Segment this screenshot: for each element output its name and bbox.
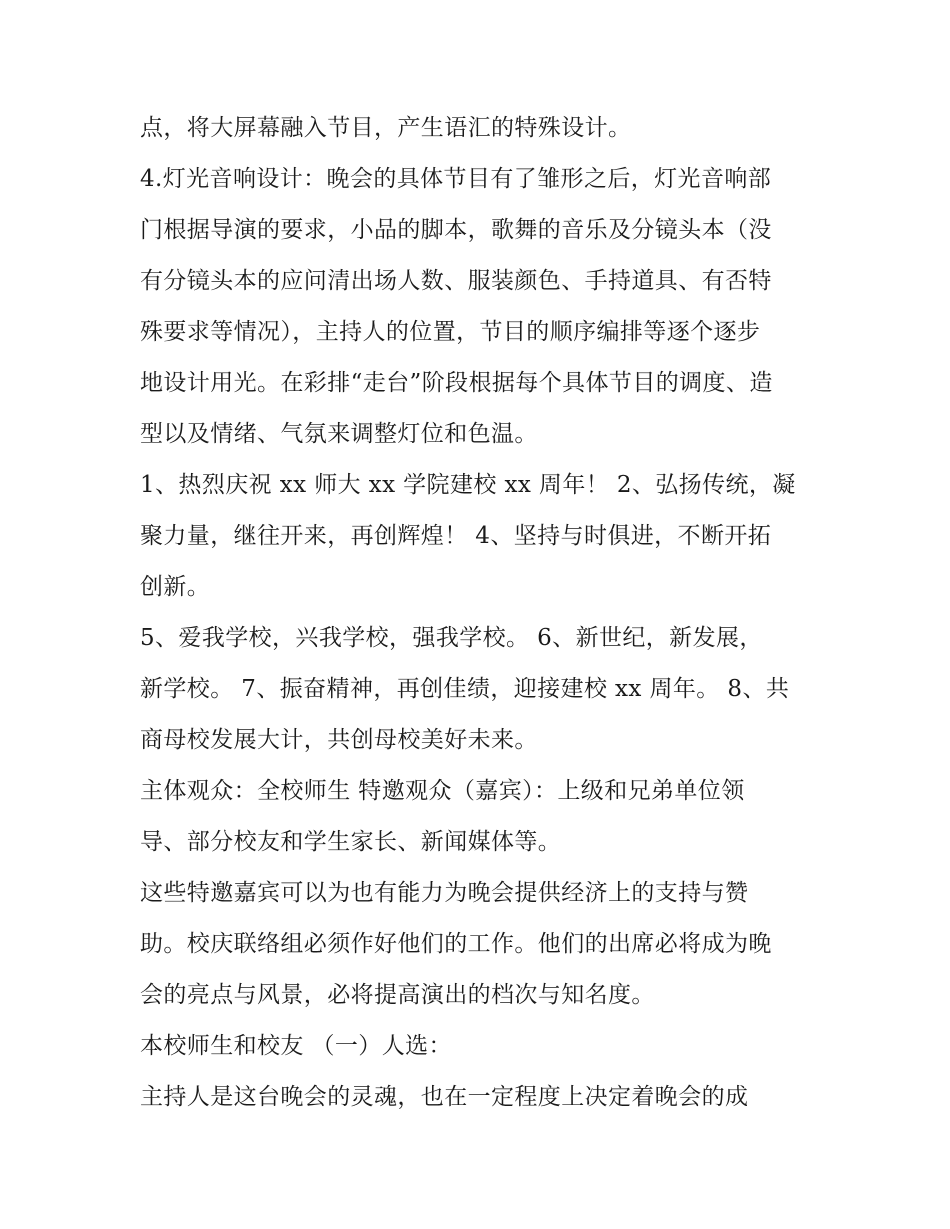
text-line: 殊要求等情况），主持人的位置，节目的顺序编排等逐个逐步 xyxy=(140,319,761,345)
text-line: 有分镜头本的应问清出场人数、服装颜色、手持道具、有否特 xyxy=(140,268,772,294)
text-line: 商母校发展大计，共创母校美好未来。 xyxy=(140,727,538,753)
text-line: 5、爱我学校，兴我学校，强我学校。 6、新世纪，新发展， xyxy=(140,625,763,651)
text-line: 门根据导演的要求，小品的脚本，歌舞的音乐及分镜头本（没 xyxy=(140,217,772,243)
text-line: 新学校。 7、振奋精神，再创佳绩，迎接建校 xx 周年。 8、共 xyxy=(140,676,790,702)
text-line: 助。校庆联络组必须作好他们的工作。他们的出席必将成为晚 xyxy=(140,931,772,957)
text-line: 这些特邀嘉宾可以为也有能力为晚会提供经济上的支持与赞 xyxy=(140,880,749,906)
text-line: 地设计用光。在彩排“走台”阶段根据每个具体节目的调度、造 xyxy=(140,370,773,396)
text-line: 1、热烈庆祝 xx 师大 xx 学院建校 xx 周年！ 2、弘扬传统，凝 xyxy=(140,472,796,498)
text-line: 导、部分校友和学生家长、新闻媒体等。 xyxy=(140,829,562,855)
text-line: 型以及情绪、气氛来调整灯位和色温。 xyxy=(140,421,538,447)
text-line: 主持人是这台晚会的灵魂，也在一定程度上决定着晚会的成 xyxy=(140,1084,749,1110)
text-line: 点，将大屏幕融入节目，产生语汇的特殊设计。 xyxy=(140,115,632,141)
text-line: 4.灯光音响设计：晚会的具体节目有了雏形之后，灯光音响部 xyxy=(140,166,772,192)
text-line: 本校师生和校友 （一）人选： xyxy=(140,1033,452,1059)
text-line: 聚力量，继往开来，再创辉煌！ 4、坚持与时俱进，不断开拓 xyxy=(140,523,772,549)
text-line: 主体观众：全校师生 特邀观众（嘉宾）：上级和兄弟单位领 xyxy=(140,778,745,804)
document-body xyxy=(140,103,840,1123)
text-line: 会的亮点与风景，必将提高演出的档次与知名度。 xyxy=(140,982,655,1008)
text-line: 创新。 xyxy=(140,574,211,600)
